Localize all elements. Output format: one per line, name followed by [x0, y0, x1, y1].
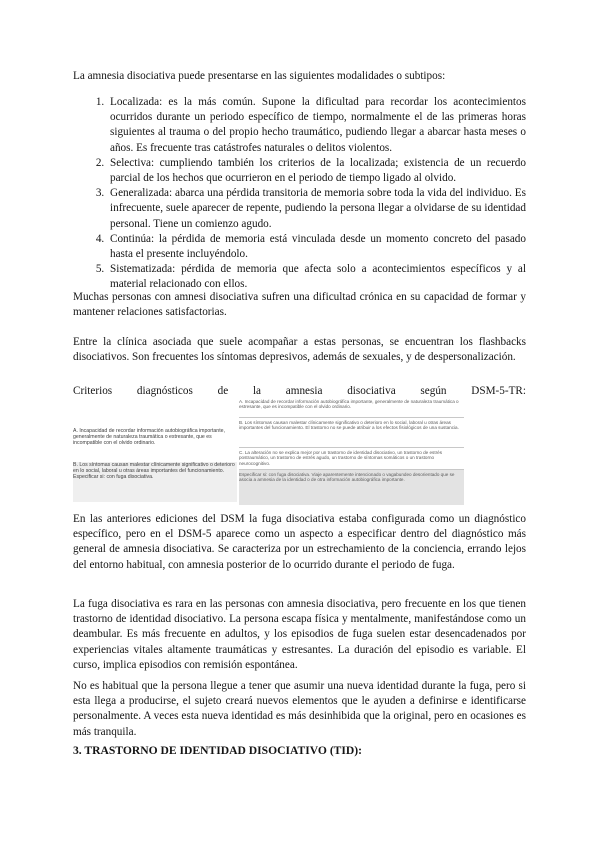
criteria-left-cell: A. Incapacidad de recordar información autobiográfica importante, generalmente de naturaleza traumática o estresante, que es incompatible con el olvido ordinario. — [73, 428, 225, 446]
fugue-paragraph-3: No es habitual que la persona llegue a tener que asumir una nueva identidad durante la fuga, pero si esta llega a producirse, el sujeto creará nuevos elementos que le ayuden a definirse e identificarse personalmente. A veces esta nueva identidad es más desinhibida que la original, pero en ocasiones es más tranquila. — [73, 680, 526, 738]
criteria-right-cell: C. La alteración no se explica mejor por un trastorno de identidad disociativo, un trastorno de estrés postraumático, un trastorno de estrés agudo, un trastorno de síntomas somáticos o un trastorno neurocognitivo. — [239, 447, 464, 467]
criteria-table-image — [73, 399, 464, 502]
intro-paragraph: La amnesia disociativa puede presentarse en las siguientes modalidades o subtipos: — [73, 70, 446, 82]
difficulty-paragraph: Muchas personas con amnesi disociativa sufren una dificultad crónica en su capacidad de formar y mantener relaciones satisfactorias. — [73, 291, 526, 319]
criteria-right-cell: A. Incapacidad de recordar información autobiográfica importante, generalmente de naturaleza traumática o estresante, que es incompatible con el olvido ordinario. — [239, 399, 459, 410]
list-item: 2. Selectiva: cumpliendo también los criterios de la localizada; existencia de un recuerdo parcial de los hechos que ocurrieron en el periodo de tiempo ligado al olvido. — [107, 156, 526, 186]
fugue-paragraph-1: En las anteriores ediciones del DSM la fuga disociativa estaba configurada como un diagnóstico específico, pero en el DSM-5 aparece como un aspecto a especificar dentro del diagnóstico más general de amnesia disociativa. Se caracteriza por un estrechamiento de la conciencia, errando lejos del entorno habitual, con amnesia posterior de lo ocurrido durante el periodo de fuga. — [73, 513, 526, 571]
subtypes-list — [73, 95, 526, 293]
criteria-right-cell: Especificar si: con fuga disociativa. Viaje aparentemente intencionado o vagabundeo desorientado que se asocia a amnesia de la identidad o de otra información autobiográfica importante. — [239, 469, 464, 505]
list-item: 1. Localizada: es la más común. Supone la dificultad para recordar los acontecimientos ocurridos durante un periodo específico de tiempo, normalmente el de las primeras horas siguientes al trauma o del propio hecho traumático, pudiendo llegar a abarcar hasta meses o años. Es frecuente tras catástrofes naturales o delitos violentos. — [107, 95, 526, 156]
clinic-paragraph: Entre la clínica asociada que suele acompañar a estas personas, se encuentran los flashbacks disociativos. Son frecuentes los síntomas depresivos, además de sexuales, y de despersonalización. — [73, 336, 526, 364]
criteria-label: Criterios diagnósticos de la amnesia disociativa según DSM-5-TR: — [73, 385, 526, 397]
fugue-paragraph-2: La fuga disociativa es rara en las personas con amnesia disociativa, pero frecuente en los que tienen trastorno de identidad disociativo. La persona escapa física y mentalmente, manifestándose como un deambular. Es más frecuente en adultos, y los episodios de fuga suelen estar desencadenados por experiencias vitales altamente traumáticas y estresantes. La duración del episodio es variable. El curso, implica episodios con remisión espontánea. — [73, 598, 526, 671]
list-item: 3. Generalizada: abarca una pérdida transitoria de memoria sobre toda la vida del individuo. Es infrecuente, suele aparecer de repente, pudiendo la persona llegar a olvidarse de su identidad personal. Tiene un comienzo agudo. — [107, 186, 526, 232]
criteria-left-cell: B. Los síntomas causan malestar clínicamente significativo o deterioro en lo social, laboral u otras áreas importantes del funcionamiento. Especificar si: con fuga disociativa. — [73, 462, 237, 502]
criteria-table-right-column — [239, 399, 464, 502]
section-heading: 3. TRASTORNO DE IDENTIDAD DISOCIATIVO (TID): — [73, 744, 363, 757]
list-item: 4. Continúa: la pérdida de memoria está vinculada desde un momento concreto del pasado hasta el presente incluyéndolo. — [107, 232, 526, 262]
criteria-table-left-column — [73, 399, 237, 502]
criteria-right-cell: B. Los síntomas causan malestar clínicamente significativo o deterioro en lo social, laboral u otras áreas importantes del funcionamiento. El trastorno no se puede atribuir a los efectos fisiológicos de una sustancia. — [239, 417, 464, 442]
list-item: 5. Sistematizada: pérdida de memoria que afecta solo a acontecimientos específicos y al material relacionado con ellos. — [107, 262, 526, 292]
